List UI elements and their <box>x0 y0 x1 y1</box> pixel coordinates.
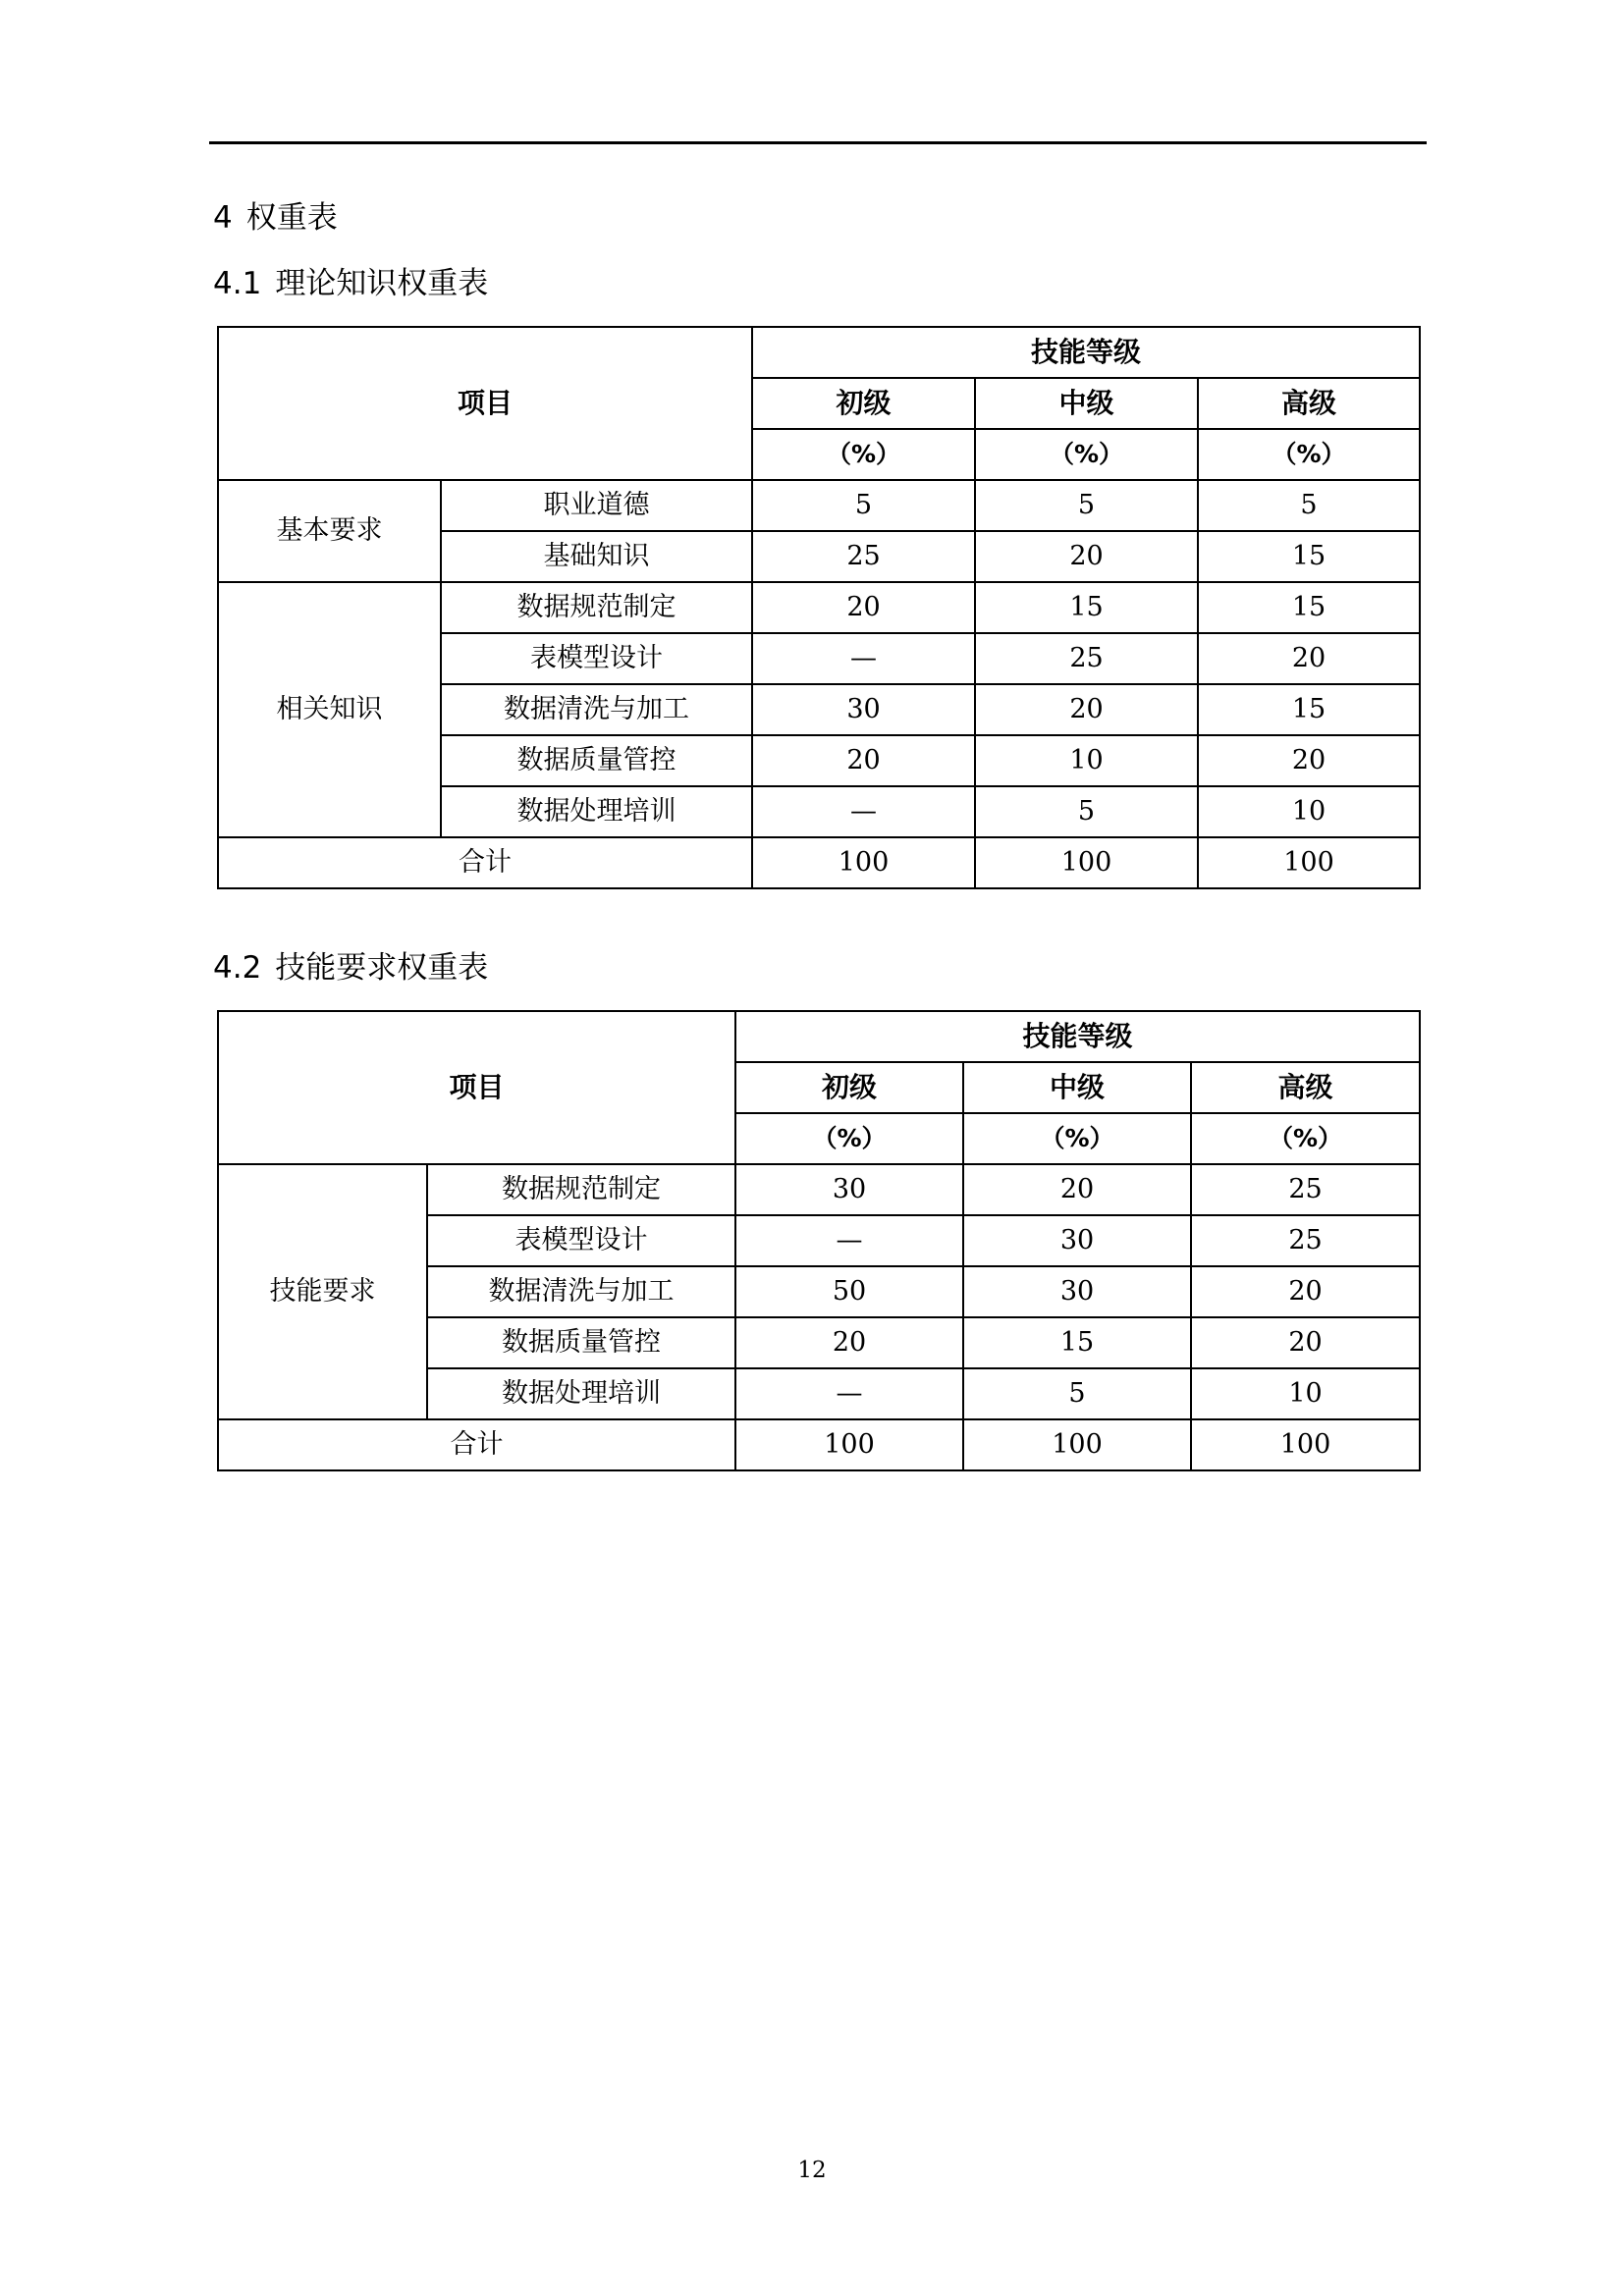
cell-value: 20 <box>1191 1317 1420 1368</box>
cell-value: 15 <box>975 582 1198 633</box>
cell-value: 25 <box>975 633 1198 684</box>
header-level-senior: 高级 <box>1198 378 1420 429</box>
row-label: 数据处理培训 <box>441 786 752 837</box>
header-level-intermediate: 中级 <box>975 378 1198 429</box>
subsection-heading-theory <box>213 266 488 301</box>
header-level-senior: 高级 <box>1191 1062 1420 1113</box>
header-unit: （%） <box>1191 1113 1420 1164</box>
cell-value: — <box>735 1215 963 1266</box>
cell-value: 50 <box>735 1266 963 1317</box>
cell-value: 30 <box>963 1266 1191 1317</box>
cell-value: 10 <box>1198 786 1420 837</box>
total-value: 100 <box>752 837 975 888</box>
cell-value: 20 <box>1198 735 1420 786</box>
cell-value: 5 <box>975 480 1198 531</box>
cell-value: 10 <box>1191 1368 1420 1419</box>
table-row <box>218 480 1420 531</box>
row-label: 数据规范制定 <box>427 1164 735 1215</box>
subsection-number: 4.1 <box>213 266 262 301</box>
table-row <box>218 582 1420 633</box>
header-skill-level: 技能等级 <box>735 1011 1420 1062</box>
total-label: 合计 <box>218 837 752 888</box>
cell-value: 20 <box>975 684 1198 735</box>
group-label: 技能要求 <box>218 1164 427 1419</box>
cell-value: 20 <box>963 1164 1191 1215</box>
cell-value: 15 <box>963 1317 1191 1368</box>
header-level-junior: 初级 <box>735 1062 963 1113</box>
theory-weight-table <box>217 326 1421 889</box>
cell-value: 5 <box>963 1368 1191 1419</box>
cell-value: 5 <box>975 786 1198 837</box>
group-label: 基本要求 <box>218 480 441 582</box>
group-label: 相关知识 <box>218 582 441 837</box>
header-skill-level: 技能等级 <box>752 327 1420 378</box>
total-value: 100 <box>963 1419 1191 1470</box>
header-level-junior: 初级 <box>752 378 975 429</box>
total-row <box>218 1419 1420 1470</box>
cell-value: 5 <box>752 480 975 531</box>
cell-value: — <box>735 1368 963 1419</box>
cell-value: 20 <box>1198 633 1420 684</box>
section-number: 4 <box>213 200 233 236</box>
subsection-title: 技能要求权重表 <box>275 950 489 986</box>
header-level-intermediate: 中级 <box>963 1062 1191 1113</box>
row-label: 数据规范制定 <box>441 582 752 633</box>
row-label: 基础知识 <box>441 531 752 582</box>
section-title: 权重表 <box>245 200 338 236</box>
cell-value: 20 <box>1191 1266 1420 1317</box>
header-unit: （%） <box>1198 429 1420 480</box>
cell-value: 20 <box>975 531 1198 582</box>
header-rule <box>209 141 1427 144</box>
total-value: 100 <box>975 837 1198 888</box>
total-row <box>218 837 1420 888</box>
cell-value: 20 <box>752 735 975 786</box>
total-value: 100 <box>1198 837 1420 888</box>
row-label: 职业道德 <box>441 480 752 531</box>
header-item: 项目 <box>218 327 752 480</box>
header-unit: （%） <box>975 429 1198 480</box>
cell-value: — <box>752 633 975 684</box>
cell-value: 25 <box>1191 1164 1420 1215</box>
cell-value: 30 <box>752 684 975 735</box>
subsection-heading-skill <box>213 950 488 986</box>
header-unit: （%） <box>752 429 975 480</box>
cell-value: 15 <box>1198 582 1420 633</box>
cell-value: 30 <box>735 1164 963 1215</box>
cell-value: 25 <box>752 531 975 582</box>
total-value: 100 <box>1191 1419 1420 1470</box>
header-item: 项目 <box>218 1011 735 1164</box>
total-value: 100 <box>735 1419 963 1470</box>
row-label: 数据质量管控 <box>441 735 752 786</box>
cell-value: 25 <box>1191 1215 1420 1266</box>
section-heading <box>213 200 338 236</box>
cell-value: 15 <box>1198 531 1420 582</box>
row-label: 数据清洗与加工 <box>427 1266 735 1317</box>
cell-value: 20 <box>735 1317 963 1368</box>
row-label: 数据清洗与加工 <box>441 684 752 735</box>
header-unit: （%） <box>963 1113 1191 1164</box>
cell-value: 30 <box>963 1215 1191 1266</box>
skill-weight-table <box>217 1010 1421 1471</box>
row-label: 数据处理培训 <box>427 1368 735 1419</box>
cell-value: 10 <box>975 735 1198 786</box>
cell-value: 15 <box>1198 684 1420 735</box>
subsection-title: 理论知识权重表 <box>275 266 489 301</box>
cell-value: 20 <box>752 582 975 633</box>
row-label: 数据质量管控 <box>427 1317 735 1368</box>
cell-value: — <box>752 786 975 837</box>
table-row <box>218 1164 1420 1215</box>
subsection-number: 4.2 <box>213 950 262 986</box>
total-label: 合计 <box>218 1419 735 1470</box>
page-number: 12 <box>797 2158 827 2183</box>
header-unit: （%） <box>735 1113 963 1164</box>
row-label: 表模型设计 <box>427 1215 735 1266</box>
row-label: 表模型设计 <box>441 633 752 684</box>
cell-value: 5 <box>1198 480 1420 531</box>
